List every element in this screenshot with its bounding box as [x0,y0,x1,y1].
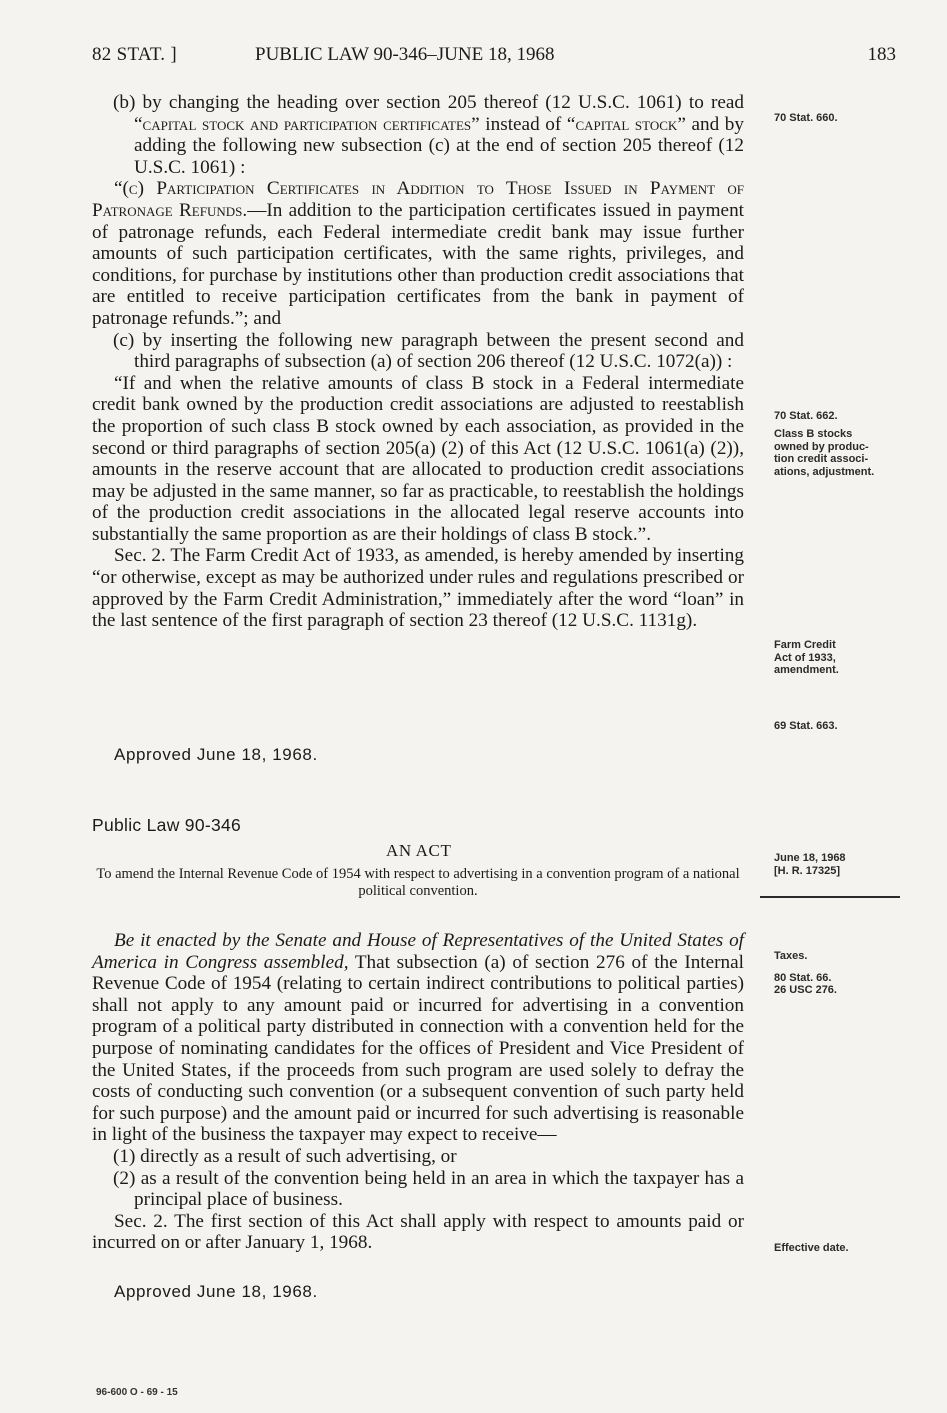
paragraph-b: (b) by changing the heading over section 205 thereof (12 U.S.C. 1061) to read “capital stock and participation certificates” instead of “capital stock” and by adding the following new subsection (c) at the end of section 205 thereof (12 U.S.C. 1061) : [113,92,744,178]
list-item-1: (1) directly as a result of such advertising, or [113,1145,457,1167]
margin-rule [760,896,900,898]
first-part-body [92,92,744,632]
margin-note-class-b-stocks: Class B stocks owned by produc- tion credit associ- ations, adjustment. [774,428,875,478]
quoted-subsection-c: “(c) Participation Certificates in Addition to Those Issued in Payment of Patronage Refunds.—In addition to the participation certificates issued in payment of patronage refunds, each Federal intermediate credit bank may issue further amounts of such participation certificates, with the same rights, privileges, and conditions, for purchase by institutions other than production credit associations that are entitled to receive participation certificates from the bank in payment of patronage refunds.”; and [92,178,744,329]
margin-note-70-stat-660: 70 Stat. 660. [774,112,838,124]
margin-note-70-stat-662: 70 Stat. 662. [774,410,838,422]
paragraph-c: (c) by inserting the following new paragraph between the present second and third paragraphs of subsection (a) of section 206 thereof (12 U.S.C. 1072(a)) : [113,329,744,373]
margin-note-taxes: Taxes. 80 Stat. 66. 26 USC 276. [774,950,837,996]
print-code: 96-600 O - 69 - 15 [96,1387,178,1398]
page-header [92,44,900,74]
section-2: Sec. 2. The Farm Credit Act of 1933, as amended, is hereby amended by inserting “or otherwise, except as may be authorized under rules and regulations prescribed or approved by the Farm Credit Administration,” immediately after the word “loan” in the last sentence of the first paragraph of section 23 thereof (12 U.S.C. 1131g). [92,545,744,632]
quoted-new-paragraph: “If and when the relative amounts of class B stock in a Federal intermediate credit bank owned by the production credit associations are adjusted to reestablish the proportion of such class B stock owned by each association, as provided in the second or third paragraphs of section 205(a) (2) of this Act (12 U.S.C. 1061(a) (2)), amounts in the reserve account that are allocated to production credit associations may be adjusted in the same manner, so far as practicable, to reestablish the holdings of the production credit associations in the allocated legal reserve accounts into substantially the same proportion as are their holdings of class B stock.”. [92,372,744,545]
running-title: PUBLIC LAW 90-346–JUNE 18, 1968 [255,44,555,65]
page-number: 183 [867,44,896,65]
margin-note-effective-date: Effective date. [774,1242,849,1254]
second-part-body [92,930,744,1254]
margin-note-enactment-date: June 18, 1968 [H. R. 17325] [774,852,846,877]
act-title: AN ACT [386,841,452,860]
public-law-heading: Public Law 90-346 [92,815,242,835]
approved-date-first: Approved June 18, 1968. [114,745,318,764]
section-2-effective: Sec. 2. The first section of this Act shall apply with respect to amounts paid or incurred on or after January 1, 1968. [92,1210,744,1254]
list-item-2: (2) as a result of the convention being held in an area in which the taxpayer has a principal place of business. [113,1167,744,1211]
approved-date-second: Approved June 18, 1968. [114,1282,318,1301]
stat-reference: 82 STAT. ] [92,44,178,65]
enacting-clause: Be it enacted by the Senate and House of Representatives of the United States of America in Congress assembled, That subsection (a) of section 276 of the Internal Revenue Code of 1954 (relating to certain indirect contributions to political parties) shall not apply to any amount paid or incurred for advertising in a convention program of a political party distributed in connection with a convention held for the purpose of nominating candidates for the offices of President and Vice President of the United States, if the proceeds from such program are used solely to defray the costs of conducting such convention (or a subsequent convention of such party held for such purpose) and the amount paid or incurred for such advertising is reasonable in light of the business the taxpayer may expect to receive— [92,930,744,1146]
margin-note-farm-credit-act: Farm Credit Act of 1933, amendment. [774,639,839,676]
margin-note-69-stat-663: 69 Stat. 663. [774,720,838,732]
act-purpose: To amend the Internal Revenue Code of 1954 with respect to advertising in a convention program of a national political convention. [96,866,740,899]
